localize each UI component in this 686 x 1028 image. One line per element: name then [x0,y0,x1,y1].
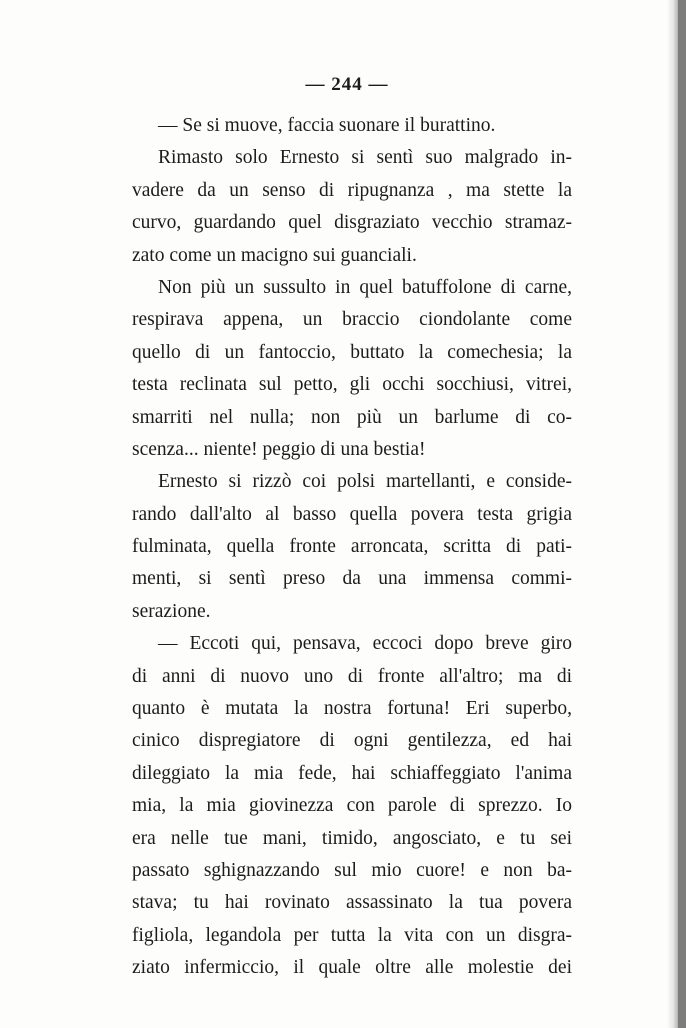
text-line: Non più un sussulto in quel batuffolone di carne, [158,276,572,298]
text-line: passato sghignazzando sul mio cuore! e non ba- [132,859,572,881]
text-line: serazione. [132,600,211,622]
page-number: — 244 — [305,74,389,95]
text-line: — Eccoti qui, pensava, eccoci dopo breve giro [158,633,572,655]
text-line: quello di un fantoccio, buttato la comechesia; la [132,341,572,363]
text-line: testa reclinata sul petto, gli occhi socchiusi, vitrei, [132,374,572,396]
text-line: ziato infermiccio, il quale oltre alle molestie dei [132,957,572,979]
page-edge-dark [678,0,686,1028]
text-line: respirava appena, un braccio ciondolante come [132,309,572,331]
text-line: curvo, guardando quel disgraziato vecchio stramaz- [132,212,572,234]
text-line: Ernesto si rizzò coi polsi martellanti, e conside- [158,471,572,493]
text-line: rando dall'alto al basso quella povera testa grigia [132,503,572,525]
text-line: cinico dispregiatore di ogni gentilezza, ed hai [132,730,572,752]
text-line: menti, si sentì preso da una immensa commi- [132,568,572,590]
text-line: zato come un macigno sui guanciali. [132,244,417,266]
text-line: — Se si muove, faccia suonare il burattino. [158,115,496,136]
text-line: di anni di nuovo uno di fronte all'altro; ma di [132,665,572,687]
text-line: Rimasto solo Ernesto si sentì suo malgrado in- [158,147,572,169]
text-line: smarriti nel nulla; non più un barlume di co- [132,406,572,428]
text-line: stava; tu hai rovinato assassinato la tua povera [132,892,572,914]
text-line: dileggiato la mia fede, hai schiaffeggiato l'anima [132,762,572,784]
text-line: era nelle tue mani, timido, angosciato, e tu sei [132,827,572,849]
body-text [132,110,572,985]
text-line: figliola, legandola per tutta la vita con un disgra- [132,924,572,946]
text-line: fulminata, quella fronte arroncata, scritta di pati- [132,536,572,558]
text-line: vadere da un senso di ripugnanza , ma stette la [132,179,572,201]
text-line: mia, la mia giovinezza con parole di sprezzo. Io [132,795,572,817]
text-line: quanto è mutata la nostra fortuna! Eri superbo, [132,698,572,720]
text-line: scenza... niente! peggio di una bestia! [132,438,426,460]
